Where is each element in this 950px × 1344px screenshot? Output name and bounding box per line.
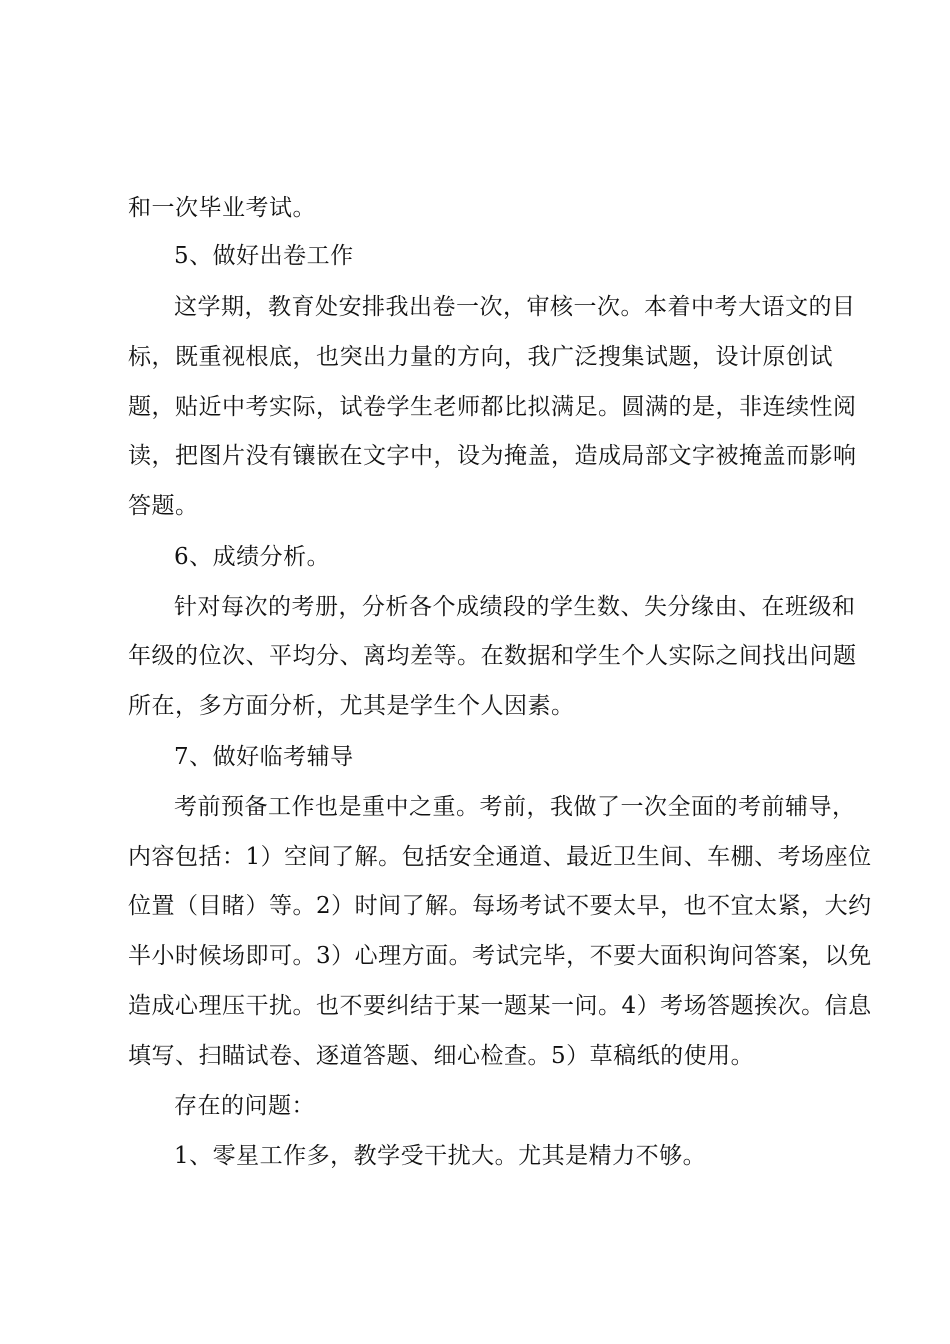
section-heading: 6、成绩分析。 bbox=[174, 544, 331, 570]
text-line: 标，既重视根底，也突出力量的方向，我广泛搜集试题，设计原创试 bbox=[128, 344, 833, 370]
text-line: 内容包括：1）空间了解。包括安全通道、最近卫生间、车棚、考场座位 bbox=[128, 844, 872, 870]
text-line: 1、零星工作多，教学受干扰大。尤其是精力不够。 bbox=[174, 1143, 707, 1169]
section-heading: 存在的问题： bbox=[174, 1093, 315, 1119]
text-line: 造成心理压干扰。也不要纠结于某一题某一问。4）考场答题挨次。信息 bbox=[128, 993, 872, 1019]
text-line: 这学期，教育处安排我出卷一次，审核一次。本着中考大语文的目 bbox=[174, 294, 856, 320]
text-line: 位置（目睹）等。2）时间了解。每场考试不要太早，也不宜太紧，大约 bbox=[128, 893, 872, 919]
section-heading: 5、做好出卷工作 bbox=[174, 243, 354, 269]
text-line: 和一次毕业考试。 bbox=[128, 195, 316, 221]
text-line: 半小时候场即可。3）心理方面。考试完毕，不要大面积询问答案，以免 bbox=[128, 943, 872, 969]
text-line: 答题。 bbox=[128, 493, 199, 519]
text-line: 题，贴近中考实际，试卷学生老师都比拟满足。圆满的是，非连续性阅 bbox=[128, 394, 857, 420]
text-line: 考前预备工作也是重中之重。考前，我做了一次全面的考前辅导， bbox=[174, 794, 856, 820]
text-line: 读，把图片没有镶嵌在文字中，设为掩盖，造成局部文字被掩盖而影响 bbox=[128, 443, 857, 469]
text-line: 针对每次的考册，分析各个成绩段的学生数、失分缘由、在班级和 bbox=[174, 594, 856, 620]
section-heading: 7、做好临考辅导 bbox=[174, 744, 354, 770]
text-line: 所在，多方面分析，尤其是学生个人因素。 bbox=[128, 693, 575, 719]
text-line: 填写、扫瞄试卷、逐道答题、细心检查。5）草稿纸的使用。 bbox=[128, 1043, 755, 1069]
text-line: 年级的位次、平均分、离均差等。在数据和学生个人实际之间找出问题 bbox=[128, 643, 857, 669]
